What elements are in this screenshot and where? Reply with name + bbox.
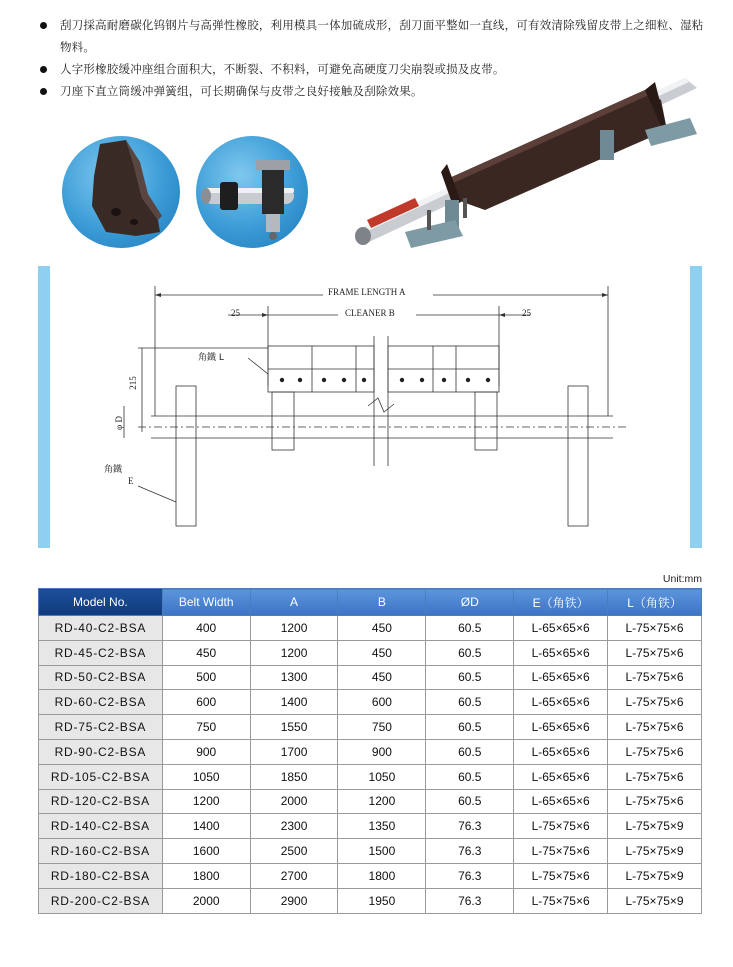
table-row bbox=[39, 690, 702, 715]
cell-b: 750 bbox=[338, 715, 426, 740]
cell-diameter: 60.5 bbox=[426, 665, 514, 690]
cell-a: 1200 bbox=[250, 640, 338, 665]
feature-text: 刀座下直立筒缓冲弹簧组，可长期确保与皮带之良好接触及刮除效果。 bbox=[60, 84, 423, 98]
cell-model: RD-45-C2-BSA bbox=[39, 640, 163, 665]
cell-diameter: 76.3 bbox=[426, 839, 514, 864]
cell-diameter: 60.5 bbox=[426, 690, 514, 715]
offset-right-label: 25 bbox=[522, 308, 531, 318]
height-label: 215 bbox=[127, 376, 138, 390]
cell-angle-l: L-75×75×6 bbox=[608, 616, 702, 641]
cell-diameter: 60.5 bbox=[426, 789, 514, 814]
cell-angle-l: L-75×75×6 bbox=[608, 665, 702, 690]
cell-belt-width: 2000 bbox=[162, 888, 250, 913]
cell-diameter: 60.5 bbox=[426, 616, 514, 641]
cell-a: 1550 bbox=[250, 715, 338, 740]
cell-diameter: 76.3 bbox=[426, 863, 514, 888]
cell-angle-e: L-75×75×6 bbox=[514, 814, 608, 839]
cell-a: 1850 bbox=[250, 764, 338, 789]
header-diameter: ØD bbox=[426, 589, 514, 616]
cell-diameter: 76.3 bbox=[426, 814, 514, 839]
cell-angle-e: L-65×65×6 bbox=[514, 665, 608, 690]
cell-b: 600 bbox=[338, 690, 426, 715]
cell-angle-l: L-75×75×6 bbox=[608, 789, 702, 814]
offset-left-label: 25 bbox=[231, 308, 240, 318]
cell-belt-width: 1800 bbox=[162, 863, 250, 888]
cell-belt-width: 750 bbox=[162, 715, 250, 740]
table-row bbox=[39, 665, 702, 690]
cell-belt-width: 1200 bbox=[162, 789, 250, 814]
cell-b: 900 bbox=[338, 739, 426, 764]
cell-angle-e: L-75×75×6 bbox=[514, 888, 608, 913]
cell-model: RD-120-C2-BSA bbox=[39, 789, 163, 814]
cell-model: RD-40-C2-BSA bbox=[39, 616, 163, 641]
header-angle-e: E（角铁） bbox=[514, 589, 608, 616]
cell-b: 450 bbox=[338, 665, 426, 690]
cell-model: RD-180-C2-BSA bbox=[39, 863, 163, 888]
cell-a: 2500 bbox=[250, 839, 338, 864]
cell-diameter: 60.5 bbox=[426, 640, 514, 665]
cell-angle-l: L-75×75×9 bbox=[608, 863, 702, 888]
table-row bbox=[39, 863, 702, 888]
cell-belt-width: 1400 bbox=[162, 814, 250, 839]
cell-angle-e: L-65×65×6 bbox=[514, 690, 608, 715]
cell-belt-width: 1050 bbox=[162, 764, 250, 789]
header-a: A bbox=[250, 589, 338, 616]
cell-b: 1950 bbox=[338, 888, 426, 913]
cell-angle-e: L-65×65×6 bbox=[514, 640, 608, 665]
cell-angle-e: L-65×65×6 bbox=[514, 739, 608, 764]
angle-e-label: 角鐵 bbox=[104, 465, 123, 475]
cell-angle-l: L-75×75×9 bbox=[608, 814, 702, 839]
cell-model: RD-60-C2-BSA bbox=[39, 690, 163, 715]
cell-b: 1200 bbox=[338, 789, 426, 814]
cell-model: RD-50-C2-BSA bbox=[39, 665, 163, 690]
cell-model: RD-90-C2-BSA bbox=[39, 739, 163, 764]
cell-a: 1200 bbox=[250, 616, 338, 641]
unit-label: Unit:mm bbox=[662, 573, 702, 585]
cell-diameter: 76.3 bbox=[426, 888, 514, 913]
cell-a: 2700 bbox=[250, 863, 338, 888]
cell-angle-e: L-65×65×6 bbox=[514, 764, 608, 789]
cell-b: 450 bbox=[338, 616, 426, 641]
rubber-blade-photo bbox=[62, 136, 180, 248]
cell-diameter: 60.5 bbox=[426, 715, 514, 740]
cell-model: RD-105-C2-BSA bbox=[39, 764, 163, 789]
cell-a: 2900 bbox=[250, 888, 338, 913]
spring-mount-photo bbox=[196, 136, 308, 248]
cell-belt-width: 500 bbox=[162, 665, 250, 690]
cell-angle-l: L-75×75×6 bbox=[608, 715, 702, 740]
cell-angle-e: L-65×65×6 bbox=[514, 789, 608, 814]
cell-b: 1500 bbox=[338, 839, 426, 864]
cell-b: 1050 bbox=[338, 764, 426, 789]
cell-b: 1800 bbox=[338, 863, 426, 888]
cell-model: RD-160-C2-BSA bbox=[39, 839, 163, 864]
cell-angle-e: L-75×75×6 bbox=[514, 839, 608, 864]
cleaner-assembly-photo bbox=[345, 60, 715, 260]
bullet-icon bbox=[40, 66, 47, 73]
cell-belt-width: 400 bbox=[162, 616, 250, 641]
feature-item bbox=[40, 14, 710, 58]
cell-belt-width: 1600 bbox=[162, 839, 250, 864]
cell-angle-l: L-75×75×6 bbox=[608, 690, 702, 715]
table-row bbox=[39, 814, 702, 839]
angle-e-code: E bbox=[128, 476, 134, 486]
feature-text: 刮刀採高耐磨碳化钨钢片与高弹性橡胶，利用模具一体加硫成形，刮刀面平整如一直线，可有效清除残留皮带上之细粒、湿粘物料。 bbox=[60, 18, 704, 54]
cell-b: 450 bbox=[338, 640, 426, 665]
table-row bbox=[39, 764, 702, 789]
bullet-icon bbox=[40, 88, 47, 95]
cell-a: 2300 bbox=[250, 814, 338, 839]
feature-text: 人字形橡胶缓冲座组合面积大，不断裂、不积料，可避免高硬度刀尖崩裂或损及皮带。 bbox=[60, 62, 505, 76]
table-row bbox=[39, 839, 702, 864]
cell-angle-e: L-65×65×6 bbox=[514, 715, 608, 740]
table-row bbox=[39, 789, 702, 814]
header-belt-width: Belt Width bbox=[162, 589, 250, 616]
cell-a: 2000 bbox=[250, 789, 338, 814]
table-row bbox=[39, 616, 702, 641]
cell-model: RD-200-C2-BSA bbox=[39, 888, 163, 913]
angle-l-label: 角鐵 L bbox=[198, 353, 224, 363]
cell-angle-l: L-75×75×6 bbox=[608, 764, 702, 789]
table-header-row bbox=[39, 589, 702, 616]
cell-a: 1300 bbox=[250, 665, 338, 690]
cell-belt-width: 600 bbox=[162, 690, 250, 715]
table-row bbox=[39, 888, 702, 913]
cell-angle-e: L-65×65×6 bbox=[514, 616, 608, 641]
cleaner-length-label: CLEANER B bbox=[345, 308, 395, 318]
cell-a: 1400 bbox=[250, 690, 338, 715]
header-model: Model No. bbox=[39, 589, 163, 616]
cell-diameter: 60.5 bbox=[426, 739, 514, 764]
cell-b: 1350 bbox=[338, 814, 426, 839]
cell-angle-l: L-75×75×6 bbox=[608, 739, 702, 764]
cell-belt-width: 450 bbox=[162, 640, 250, 665]
cell-angle-l: L-75×75×9 bbox=[608, 888, 702, 913]
table-row bbox=[39, 739, 702, 764]
spec-table bbox=[38, 588, 702, 914]
technical-drawing bbox=[38, 266, 702, 548]
table-row bbox=[39, 640, 702, 665]
cell-angle-l: L-75×75×9 bbox=[608, 839, 702, 864]
diameter-label: φ D bbox=[113, 416, 124, 430]
cell-belt-width: 900 bbox=[162, 739, 250, 764]
cell-model: RD-75-C2-BSA bbox=[39, 715, 163, 740]
cell-a: 1700 bbox=[250, 739, 338, 764]
bullet-icon bbox=[40, 22, 47, 29]
header-angle-l: L（角铁） bbox=[608, 589, 702, 616]
header-b: B bbox=[338, 589, 426, 616]
frame-length-label: FRAME LENGTH A bbox=[328, 287, 406, 297]
table-row bbox=[39, 715, 702, 740]
cell-model: RD-140-C2-BSA bbox=[39, 814, 163, 839]
cell-angle-l: L-75×75×6 bbox=[608, 640, 702, 665]
cell-angle-e: L-75×75×6 bbox=[514, 863, 608, 888]
cell-diameter: 60.5 bbox=[426, 764, 514, 789]
